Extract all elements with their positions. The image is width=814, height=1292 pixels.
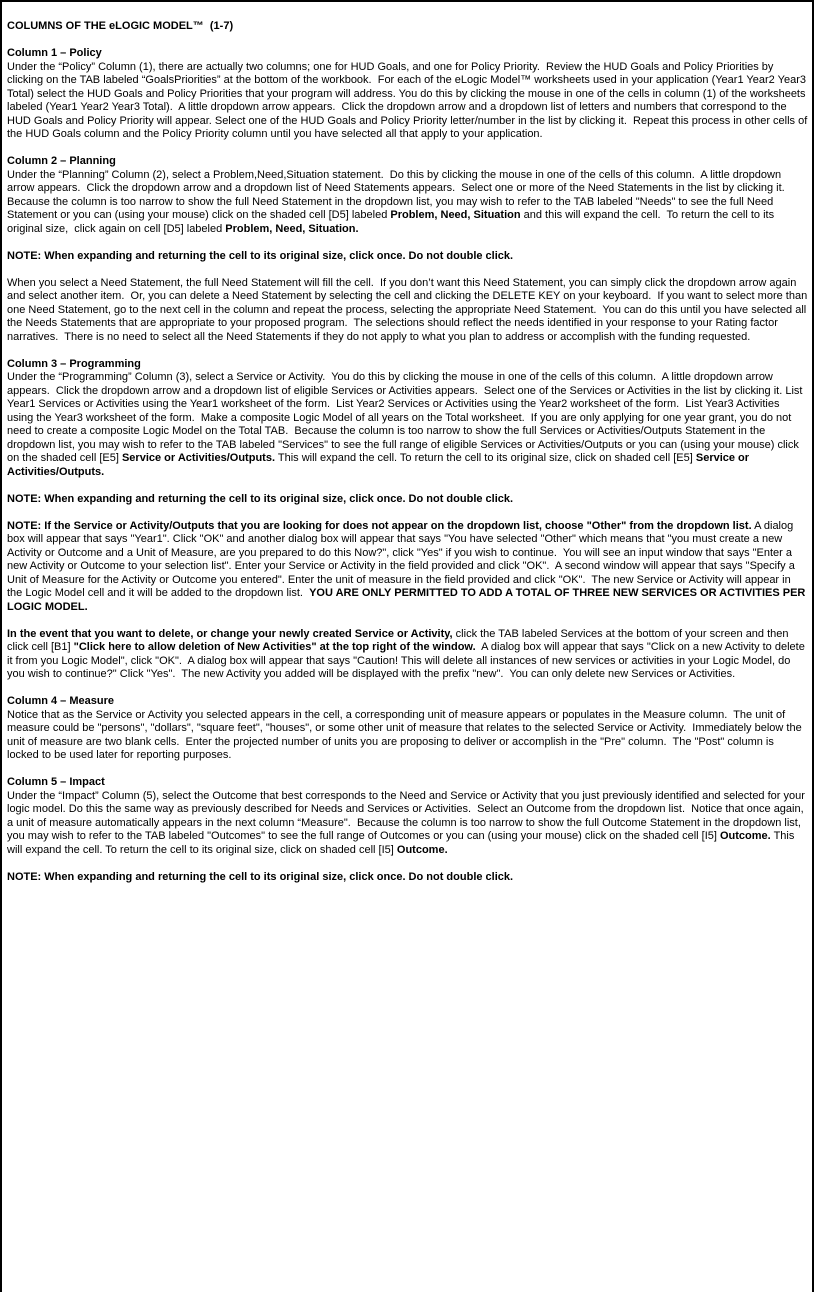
section-heading: Column 2 – Planning <box>7 155 116 167</box>
paragraph: NOTE: If the Service or Activity/Outputs that you are looking for does not appear on the dropdown list, choose "Other" from the dropdown list. A dialog box will appear that says "Year1". Click "OK" and another dialog box will appear that says "You have selected "Other" which means that "you must create a new Activity or Outcome and a Unit of Measure, are you prepared to do this Now?", click "Yes" if you wish to continue. You will see an input window that says "Enter a new Activity or Outcome to your selection list". Enter your Service or Activity in the field provided and click "OK". A second window will appear that says "Specify a Unit of Measure for the Activity or Outcome you entered". Enter the unit of measure in the field provided and click "OK". The new Service or Activity will appear in the Logic Model cell and it will be added to the dropdown list. YOU ARE ONLY PERMITTED TO ADD A TOTAL OF THREE NEW SERVICES OR ACTIVITIES PER LOGIC MODEL. <box>7 519 809 613</box>
paragraph: Under the “Policy” Column (1), there are actually two columns; one for HUD Goals, and one for Policy Priority. Review the HUD Goals and Policy Priorities by clicking on the TAB labeled “GoalsPriorities” at the bottom of the workbook. For each of the eLogic Model™ worksheets used in your application (Year1 Year2 Year3 Total) select the HUD Goals and Policy Priorities that your program will address. You do this by clicking the mouse in one of the cells in column (1) of the worksheets labeled (Year1 Year2 Year3 Total). A little dropdown arrow appears. Click the dropdown arrow and a dropdown list of letters and numbers that correspond to the HUD Goals and Policy Priority will appear. Select one of the HUD Goals and Policy Priority letter/number in the list by clicking it. Repeat this process in other cells of the HUD Goals column and the Policy Priority column until you have selected all that apply to your application. <box>7 60 811 140</box>
section-heading: Column 4 – Measure <box>7 695 114 707</box>
document-body <box>7 47 811 884</box>
paragraph: When you select a Need Statement, the full Need Statement will fill the cell. If you don’t want this Need Statement, you can simply click the dropdown arrow again and select another item. Or, you can delete a Need Statement by selecting the cell and clicking the DELETE KEY on your keyboard. If you want to select more than one Need Statement, go to the next cell in the column and repeat the process, selecting the appropriate Need Statement. You can do this until you have selected all the Needs Statements that are appropriate to your proposed program. The selections should reflect the needs identified in your response to your Rating factor narratives. There is no need to select all the Need Statements if they do not apply to what you plan to address or accomplish with the funding requested. <box>7 276 811 343</box>
section-heading: Column 1 – Policy <box>7 47 102 59</box>
section-heading: Column 5 – Impact <box>7 776 105 788</box>
paragraph: NOTE: When expanding and returning the cell to its original size, click once. Do not double click. <box>7 249 514 262</box>
paragraph: Notice that as the Service or Activity you selected appears in the cell, a corresponding unit of measure appears or populates in the Measure column. The unit of measure could be "persons", "dollars", "square feet", "houses", or some other unit of measure that relates to the selected Service or Activity. Immediately below the unit of measure are two blank cells. Enter the projected number of units you are proposing to deliver or accomplish in the "Pre" column. The "Post" column is locked to be used later for reporting purposes. <box>7 708 805 761</box>
paragraph: Under the “Programming” Column (3), select a Service or Activity. You do this by clicking the mouse in one of the cells of this column. A little dropdown arrow appears. Click the dropdown arrow and a dropdown list of eligible Services or Activities appears. Select one of the Services or Activities in the list by clicking it. List Year1 Services or Activities using the Year1 worksheet of the form. List Year2 Services or Activities using the Year2 worksheet of the form. List Year3 Activities using the Year3 worksheet of the form. Make a composite Logic Model of all years on the Total worksheet. If you are only applying for one year grant, you do not need to create a composite Logic Model on the Total TAB. Because the column is too narrow to show the full Services or Activities/Outputs Statement in the dropdown list, you may wish to refer to the TAB labeled "Services" to see the full range of eligible Services or Activities/Outputs or you can (using your mouse) click on the shaded cell [E5] Service or Activities/Outputs. This will expand the cell. To return the cell to its original size, click on shaded cell [E5] Service or Activities/Outputs. <box>7 371 806 478</box>
paragraph: Under the “Planning” Column (2), select a Problem,Need,Situation statement. Do this by clicking the mouse in one of the cells of this column. A little dropdown arrow appears. Click the dropdown arrow and a dropdown list of Need Statements appears. Select one or more of the Need Statements in the list by clicking it. Because the column is too narrow to show the full Need Statement in the dropdown list, you may wish to refer to the TAB labeled "Needs" to see the full Need Statement or you can (using your mouse) click on the shaded cell [D5] labeled Problem, Need, Situation and this will expand the cell. To return the cell to its original size, click again on cell [D5] labeled Problem, Need, Situation. <box>7 168 791 235</box>
section-heading: Column 3 – Programming <box>7 357 141 370</box>
paragraph: NOTE: When expanding and returning the cell to its original size, click once. Do not double click. <box>7 870 514 883</box>
paragraph: Under the “Impact” Column (5), select the Outcome that best corresponds to the Need and Service or Activity that you just previously identified and selected for your logic model. Do this the same way as previously described for Needs and Services or Activities. Select an Outcome from the dropdown list. Notice that once again, a unit of measure automatically appears in the next column “Measure". Because the column is too narrow to show the full Outcome Statement in the dropdown list, you may wish to refer to the TAB labeled "Outcomes" to see the full range of Outcomes or you can (using your mouse) click on the shaded cell [I5] Outcome. This will expand the cell. To return the cell to its original size, click on shaded cell [I5] Outcome. <box>7 789 808 856</box>
paragraph: NOTE: When expanding and returning the cell to its original size, click once. Do not double click. <box>7 492 514 505</box>
document-title: COLUMNS OF THE eLOGIC MODEL™ (1-7) <box>7 20 234 32</box>
paragraph: In the event that you want to delete, or change your newly created Service or Activity, click the TAB labeled Services at the bottom of your screen and then click cell [B1] "Click here to allow deletion of New Activities" at the top right of the window. A dialog box will appear that says "Click on a new Activity to delete it from you Logic Model", click "OK". A dialog box will appear that says "Caution! This will delete all instances of new services or activities in your Logic Model, do you wish to continue?" Click "Yes". The new Activity you added will be displayed with the prefix "new". You can only delete new Services or Activities. <box>7 627 808 680</box>
